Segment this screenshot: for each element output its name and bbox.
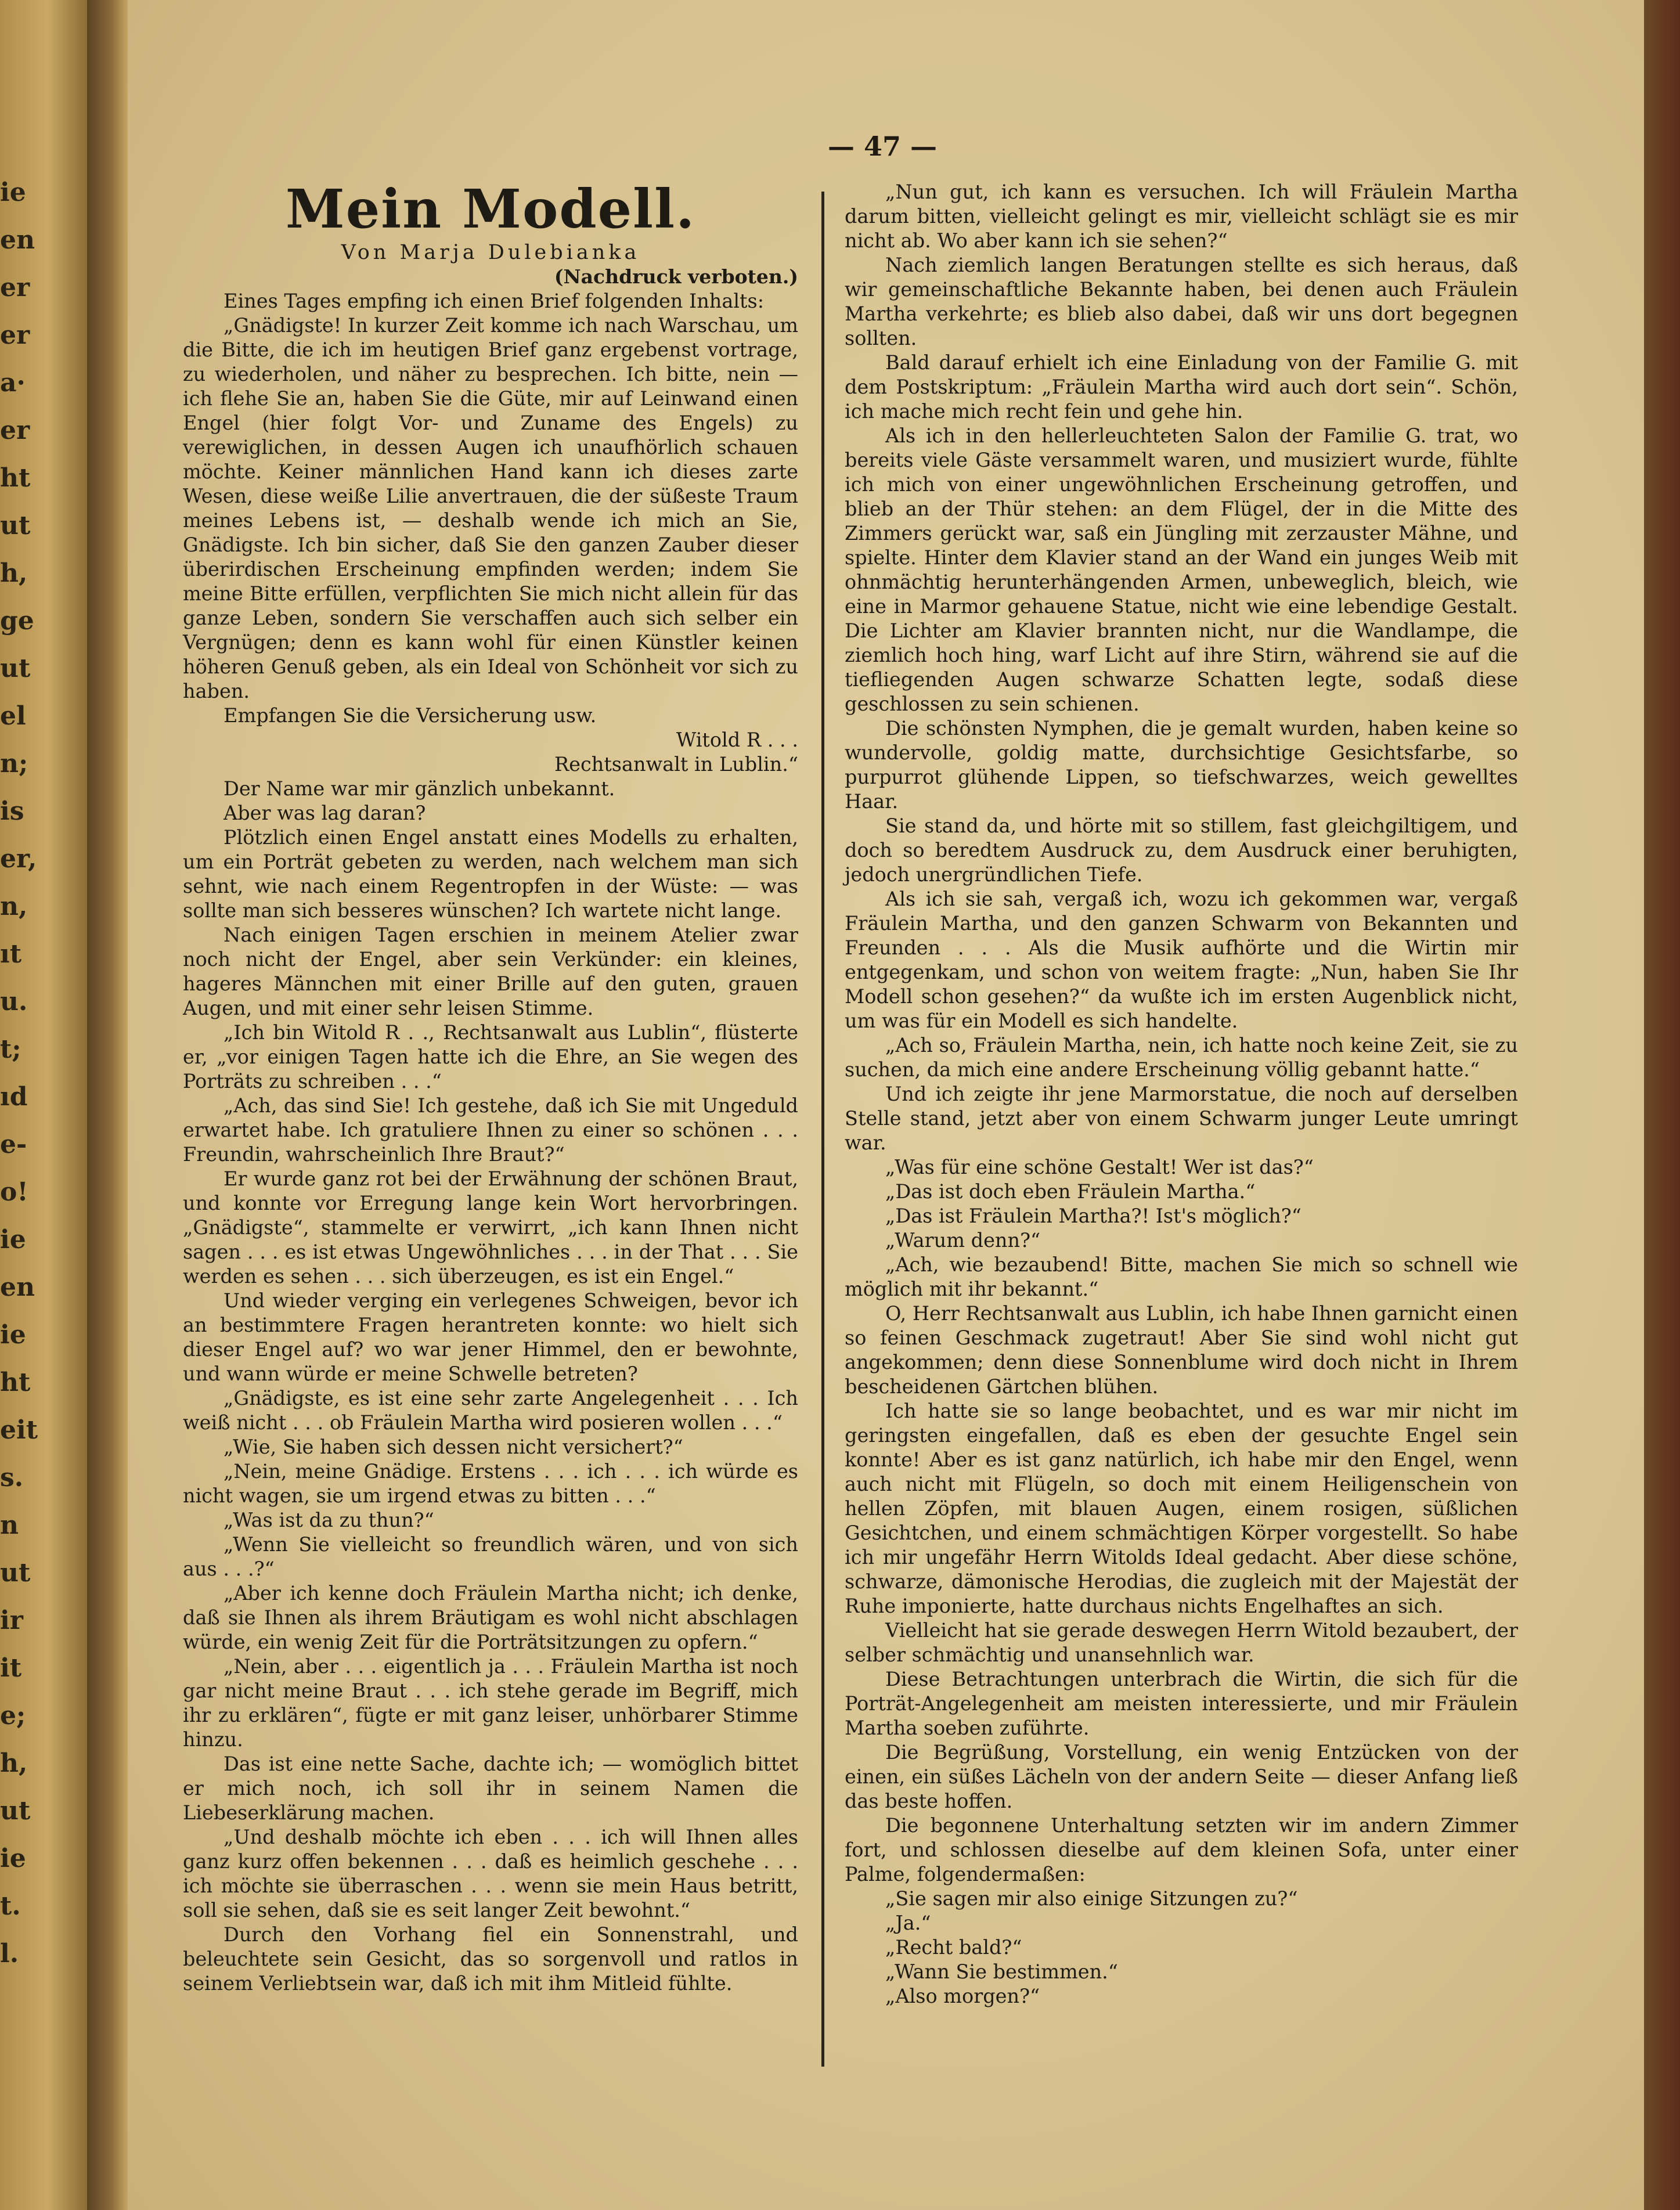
previous-page-fragment: er,	[0, 844, 37, 874]
previous-page-fragment: ut	[0, 654, 31, 683]
previous-page-fragment: eit	[0, 1415, 38, 1445]
paragraph: Nach ziemlich langen Beratungen stellte es sich heraus, daß wir gemeinschaftliche Bekannte haben, bei denen auch Fräulein Martha verkehrte; es blieb also dabei, daß wir uns dort begegnen sollten.	[845, 254, 1518, 349]
paragraph: „Das ist doch eben Fräulein Martha.“	[885, 1180, 1256, 1203]
previous-page-fragment: ie	[0, 178, 26, 207]
paragraph: „Das ist Fräulein Martha?! Ist's möglich?“	[885, 1205, 1302, 1227]
previous-page-edge	[0, 0, 87, 2210]
paragraph: „Ja.“	[885, 1912, 931, 1934]
previous-page-fragment: n,	[0, 892, 28, 921]
paragraph: „Ach, das sind Sie! Ich gestehe, daß ich Sie mit Ungeduld erwartet habe. Ich gratuliere Ihnen zu einer so schönen . . . Freundin, wahrscheinlich Ihre Braut?“	[183, 1094, 798, 1166]
paragraph: Das ist eine nette Sache, dachte ich; — womöglich bittet er mich noch, ich soll ihr in seinem Namen die Liebeserklärung machen.	[183, 1753, 798, 1824]
signature-name: Witold R . . .	[676, 729, 798, 751]
copyright-notice: (Nachdruck verboten.)	[554, 265, 798, 288]
previous-page-fragment: ut	[0, 511, 31, 540]
left-body-part-2	[183, 777, 798, 1996]
previous-page-fragment: l.	[0, 1939, 19, 1969]
previous-page-fragment: ht	[0, 463, 31, 493]
previous-page-fragment: ıd	[0, 1082, 28, 1112]
previous-page-fragment: ht	[0, 1368, 31, 1397]
paragraph: Empfangen Sie die Versicherung usw.	[223, 704, 597, 727]
previous-page-fragment: a·	[0, 368, 26, 398]
previous-page-fragment: er	[0, 273, 30, 302]
signature-title: Rechtsanwalt in Lublin.“	[554, 753, 798, 776]
previous-page-fragment: ir	[0, 1606, 23, 1635]
paragraph: „Ich bin Witold R . ., Rechtsanwalt aus Lublin“, flüsterte er, „vor einigen Tagen hatte ich die Ehre, an Sie wegen des Porträts zu schreiben . . .“	[183, 1021, 798, 1093]
previous-page-fragment: h,	[0, 1748, 28, 1778]
paragraph: Ich hatte sie so lange beobachtet, und es war mir nicht im geringsten eingefallen, daß es eben der gesuchte Engel sein konnte! Aber es ist ganz natürlich, ich habe mir den Engel, wenn auch nicht mit Flügeln, so doch mit einem Heiligenschein von hellen Zöpfen, mit blauen Augen, einem rosigen, süßlichen Gesichtchen, und einem schmächtigen Körper vorgestellt. So habe ich mir ungefähr Herrn Witolds Ideal gedacht. Aber diese schöne, schwarze, dämonische Herodias, die zugleich mit der Majestät der Ruhe imponierte, hatte durchaus nichts Engelhaftes an sich.	[845, 1400, 1518, 1617]
previous-page-fragment: o!	[0, 1177, 28, 1207]
previous-page-fragment: e;	[0, 1701, 26, 1730]
previous-page-fragment: e-	[0, 1130, 27, 1159]
paragraph: Und ich zeigte ihr jene Marmorstatue, die noch auf derselben Stelle stand, jetzt aber von einem Schwarm junger Leute umringt war.	[845, 1083, 1518, 1154]
paragraph: „Ach, wie bezaubend! Bitte, machen Sie mich so schnell wie möglich mit ihr bekannt.“	[845, 1253, 1518, 1300]
paragraph: Er wurde ganz rot bei der Erwähnung der schönen Braut, und konnte vor Erregung lange kein Wort hervorbringen. „Gnädigste“, stammelte er verwirrt, „ich kann Ihnen nicht sagen . . . es ist etwas Ungewöhnliches . . . in der That . . . Sie werden es sehen . . . sich überzeugen, es ist ein Engel.“	[183, 1167, 798, 1288]
paragraph: „Ach so, Fräulein Martha, nein, ich hatte noch keine Zeit, sie zu suchen, da mich eine andere Erscheinung völlig gebannt hatte.“	[845, 1034, 1518, 1081]
paragraph: „Nein, meine Gnädige. Erstens . . . ich . . . ich würde es nicht wagen, sie um irgend etwas zu bitten . . .“	[183, 1460, 798, 1507]
paragraph: „Gnädigste, es ist eine sehr zarte Angelegenheit . . . Ich weiß nicht . . . ob Fräulein Martha wird posieren wollen . . .“	[183, 1387, 798, 1434]
previous-page-fragment: n;	[0, 749, 28, 778]
previous-page-fragment: it	[0, 1653, 22, 1683]
previous-page-fragment: u.	[0, 987, 28, 1016]
right-column	[845, 180, 1518, 2009]
left-column	[183, 180, 798, 1996]
page-number: — 47 —	[827, 131, 938, 162]
previous-page-fragment: ıt	[0, 939, 22, 969]
paragraph: O, Herr Rechtsanwalt aus Lublin, ich habe Ihnen garnicht einen so feinen Geschmack zugetraut! Aber Sie sind wohl nicht gut angekommen; denn diese Sonnenblume wird doch nicht in Ihrem bescheidenen Gärtchen blühen.	[845, 1302, 1518, 1398]
previous-page-fragment: h,	[0, 558, 28, 588]
paragraph: Plötzlich einen Engel anstatt eines Modells zu erhalten, um ein Porträt gebeten zu werden, nach welchem man sich sehnt, wie nach einem Regentropfen in der Wüste: — was sollte man sich besseres wünschen? Ich wartete nicht lange.	[183, 826, 798, 922]
previous-page-fragment: er	[0, 416, 30, 445]
paragraph: Als ich in den hellerleuchteten Salon der Familie G. trat, wo bereits viele Gäste versammelt waren, und musiziert wurde, fühlte ich mich von einer ungewöhnlichen Erscheinung getroffen, und blieb an der Thür stehen: an dem Flügel, der in die Mitte des Zimmers gerückt war, saß ein Jüngling mit zerzauster Mähne, und spielte. Hinter dem Klavier stand an der Wand ein junges Weib mit ohnmächtig herunterhängenden Armen, unbeweglich, bleich, wie eine in Marmor gehauene Statue, nicht wie eine lebendige Gestalt. Die Lichter am Klavier brannten nicht, nur die Wandlampe, die ziemlich hoch hing, warf Licht auf ihre Stirn, während sie auf die tiefliegenden Augen schwarze Schatten legte, sodaß diese geschlossen zu sein schienen.	[845, 424, 1518, 715]
previous-page-fragment: ut	[0, 1558, 31, 1588]
paragraph: Aber was lag daran?	[223, 802, 426, 824]
right-body	[845, 180, 1518, 2009]
paragraph: „Was ist da zu thun?“	[223, 1509, 434, 1531]
page	[128, 0, 1644, 2210]
previous-page-fragment: is	[0, 796, 24, 826]
article-title: Mein Modell.	[285, 178, 696, 240]
paragraph: Die Begrüßung, Vorstellung, ein wenig Entzücken von der einen, ein süßes Lächeln von der andern Seite — dieser Anfang ließ das beste hoffen.	[845, 1741, 1518, 1812]
paragraph: Diese Betrachtungen unterbrach die Wirtin, die sich für die Porträt-Angelegenheit am meisten interessierte, und mir Fräulein Martha soeben zuführte.	[845, 1668, 1518, 1739]
previous-page-fragment: t;	[0, 1034, 21, 1064]
book-gutter	[87, 0, 128, 2210]
previous-page-fragment: ie	[0, 1320, 26, 1350]
paragraph: „Aber ich kenne doch Fräulein Martha nicht; ich denke, daß sie Ihnen als ihrem Bräutigam es wohl nicht abschlagen würde, ein wenig Zeit für die Porträtsitzungen zu opfern.“	[183, 1582, 798, 1653]
paragraph: „Und deshalb möchte ich eben . . . ich will Ihnen alles ganz kurz offen bekennen . . . daß es heimlich geschehe . . . ich möchte sie überraschen . . . wenn sie mein Haus betritt, soll sie sehen, daß sie es seit langer Zeit bewohnt.“	[183, 1826, 798, 1921]
paragraph: Die begonnene Unterhaltung setzten wir im andern Zimmer fort, und schlossen dieselbe auf dem kleinen Sofa, unter einer Palme, folgendermaßen:	[845, 1814, 1518, 1885]
paragraph: „Nein, aber . . . eigentlich ja . . . Fräulein Martha ist noch gar nicht meine Braut . . . ich stehe gerade im Begriff, mich ihr zu erklären“, fügte er mit ganz leiser, unhörbarer Stimme hinzu.	[183, 1655, 798, 1751]
paragraph: „Gnädigste! In kurzer Zeit komme ich nach Warschau, um die Bitte, die ich im heutigen Brief ganz ergebenst vortrage, zu wiederholen, und näher zu besprechen. Ich bitte, nein — ich flehe Sie an, haben Sie die Güte, mir auf Leinwand einen Engel (hier folgt Vor- und Zuname des Engels) zu verewiglichen, in dessen Augen ich unaufhörlich schauen möchte. Keiner männlichen Hand kann ich dieses zarte Wesen, diese weiße Lilie anvertrauen, die der süßeste Traum meines Lebens ist, — deshalb wende ich mich an Sie, Gnädigste. Ich bin sicher, daß Sie den ganzen Zauber dieser überirdischen Erscheinung empfinden werden; indem Sie meine Bitte erfüllen, verpflichten Sie mich nicht allein für das ganze Leben, sondern Sie verschaffen auch sich selber ein Vergnügen; denn es kann wohl für einen Künstler keinen höheren Genuß geben, als ein Ideal von Schönheit vor sich zu haben.	[183, 314, 798, 702]
paragraph: Bald darauf erhielt ich eine Einladung von der Familie G. mit dem Postskriptum: „Fräulein Martha wird auch dort sein“. Schön, ich mache mich recht fein und gehe hin.	[845, 351, 1518, 423]
previous-page-fragment: n	[0, 1510, 19, 1540]
previous-page-fragment: s.	[0, 1463, 24, 1492]
previous-page-fragment: ie	[0, 1225, 26, 1254]
left-body-part-1	[183, 289, 798, 728]
column-divider	[821, 192, 824, 2067]
previous-page-fragment: el	[0, 701, 26, 731]
paragraph: Und wieder verging ein verlegenes Schweigen, bevor ich an bestimmtere Fragen herantreten konnte: wo hielt sich dieser Engel auf? wo war jener Himmel, den er bewohnte, und wann würde er meine Schwelle betreten?	[183, 1289, 798, 1385]
paragraph: „Wenn Sie vielleicht so freundlich wären, und von sich aus . . .?“	[183, 1533, 798, 1580]
paragraph: Durch den Vorhang fiel ein Sonnenstrahl, und beleuchtete sein Gesicht, das so sorgenvoll und ratlos in seinem Verliebtsein war, daß ich mit ihm Mitleid fühlte.	[183, 1923, 798, 1995]
paragraph: „Warum denn?“	[885, 1229, 1041, 1252]
previous-page-fragment: en	[0, 1272, 35, 1302]
paragraph: „Was für eine schöne Gestalt! Wer ist das?“	[885, 1156, 1314, 1178]
previous-page-fragment: ie	[0, 1844, 26, 1873]
paragraph: „Wie, Sie haben sich dessen nicht versichert?“	[223, 1436, 683, 1458]
previous-page-fragment: ut	[0, 1796, 31, 1826]
paragraph: „Nun gut, ich kann es versuchen. Ich will Fräulein Martha darum bitten, vielleicht gelingt es mir, vielleicht schlägt sie es mir nicht ab. Wo aber kann ich sie sehen?“	[845, 181, 1518, 252]
previous-page-fragment: en	[0, 225, 35, 255]
book-cover-edge	[1644, 0, 1680, 2210]
paragraph: Nach einigen Tagen erschien in meinem Atelier zwar noch nicht der Engel, aber sein Verkünder: ein kleines, hageres Männchen mit einer Brille auf den guten, grauen Augen, und mit einer sehr leisen Stimme.	[183, 924, 798, 1019]
paragraph: Als ich sie sah, vergaß ich, wozu ich gekommen war, vergaß Fräulein Martha, und den ganzen Schwarm von Bekannten und Freunden . . . Als die Musik aufhörte und die Wirtin mir entgegenkam, und schon von weitem fragte: „Nun, haben Sie Ihr Modell schon gesehen?“ da wußte ich im ersten Augenblick nicht, um was für ein Modell es sich handelte.	[845, 888, 1518, 1032]
paragraph: Eines Tages empfing ich einen Brief folgenden Inhalts:	[223, 290, 764, 312]
paragraph: Der Name war mir gänzlich unbekannt.	[223, 777, 615, 800]
paragraph: Sie stand da, und hörte mit so stillem, fast gleichgiltigem, und doch so beredtem Ausdruck zu, dem Ausdruck einer beruhigten, jedoch unergründlichen Tiefe.	[845, 814, 1518, 886]
paragraph: Vielleicht hat sie gerade deswegen Herrn Witold bezaubert, der selber schmächtig und unansehnlich war.	[845, 1619, 1518, 1666]
paragraph: „Recht bald?“	[885, 1936, 1022, 1959]
paragraph: Die schönsten Nymphen, die je gemalt wurden, haben keine so wundervolle, goldig matte, durchsichtige Gesichtsfarbe, so purpurrot glühende Lippen, so tiefschwarzes, weich gewelltes Haar.	[845, 717, 1518, 813]
previous-page-fragment: er	[0, 320, 30, 350]
paragraph: „Sie sagen mir also einige Sitzungen zu?“	[885, 1887, 1298, 1910]
previous-page-fragment: ge	[0, 606, 34, 636]
paragraph: „Wann Sie bestimmen.“	[885, 1960, 1118, 1983]
article-byline: Von Marja Dulebianka	[341, 241, 640, 264]
previous-page-fragment: t.	[0, 1891, 21, 1921]
paragraph: „Also morgen?“	[885, 1985, 1040, 2007]
